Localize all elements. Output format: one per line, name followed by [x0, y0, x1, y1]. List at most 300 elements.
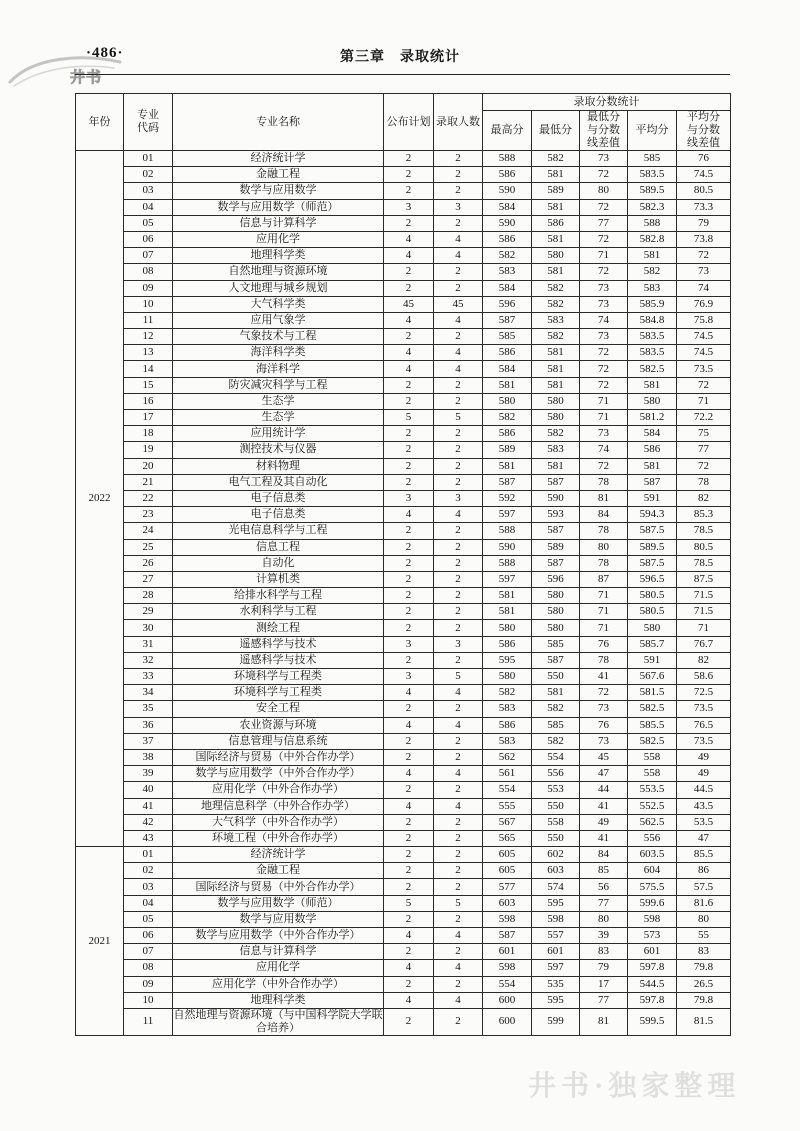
min-cell: 583	[532, 312, 580, 328]
plan-cell: 2	[384, 151, 434, 167]
avg-diff-cell: 73.5	[677, 701, 731, 717]
name-cell: 应用化学（中外合作办学）	[173, 976, 384, 992]
plan-cell: 2	[384, 652, 434, 668]
avg-diff-cell: 79.8	[677, 960, 731, 976]
admitted-cell: 2	[434, 393, 483, 409]
min-cell: 550	[532, 830, 580, 846]
min-diff-cell: 17	[580, 976, 628, 992]
min-cell: 580	[532, 393, 580, 409]
name-cell: 应用气象学	[173, 312, 384, 328]
code-cell: 01	[124, 847, 173, 863]
code-cell: 42	[124, 814, 173, 830]
name-cell: 气象技术与工程	[173, 329, 384, 345]
plan-cell: 2	[384, 863, 434, 879]
max-cell: 583	[483, 733, 532, 749]
avg-cell: 581.5	[628, 685, 677, 701]
table-row	[76, 879, 731, 895]
avg-cell: 553.5	[628, 782, 677, 798]
admitted-cell: 2	[434, 976, 483, 992]
header-row	[76, 94, 731, 111]
plan-cell: 2	[384, 215, 434, 231]
plan-cell: 2	[384, 458, 434, 474]
avg-cell: 552.5	[628, 798, 677, 814]
min-diff-cell: 72	[580, 458, 628, 474]
min-cell: 589	[532, 183, 580, 199]
avg-diff-cell: 76.7	[677, 636, 731, 652]
avg-cell: 585.7	[628, 636, 677, 652]
plan-cell: 2	[384, 264, 434, 280]
avg-diff-cell: 43.5	[677, 798, 731, 814]
name-cell: 应用化学（中外合作办学）	[173, 782, 384, 798]
avg-diff-cell: 71	[677, 393, 731, 409]
max-cell: 562	[483, 749, 532, 765]
min-cell: 603	[532, 863, 580, 879]
table-row	[76, 895, 731, 911]
max-cell: 581	[483, 604, 532, 620]
page-number: ·486·	[86, 45, 124, 61]
plan-cell: 4	[384, 361, 434, 377]
plan-cell: 5	[384, 410, 434, 426]
avg-cell: 562.5	[628, 814, 677, 830]
plan-cell: 2	[384, 620, 434, 636]
name-cell: 信息工程	[173, 539, 384, 555]
avg-cell: 582.5	[628, 361, 677, 377]
min-cell: 596	[532, 571, 580, 587]
avg-cell: 558	[628, 766, 677, 782]
max-cell: 584	[483, 280, 532, 296]
admitted-cell: 5	[434, 669, 483, 685]
name-cell: 金融工程	[173, 167, 384, 183]
min-cell: 554	[532, 749, 580, 765]
avg-cell: 556	[628, 830, 677, 846]
code-cell: 25	[124, 539, 173, 555]
max-cell: 595	[483, 652, 532, 668]
table-row	[76, 167, 731, 183]
avg-diff-cell: 71.5	[677, 604, 731, 620]
avg-diff-cell: 72	[677, 458, 731, 474]
table-row	[76, 620, 731, 636]
min-cell: 582	[532, 329, 580, 345]
name-cell: 电子信息类	[173, 507, 384, 523]
avg-cell: 599.6	[628, 895, 677, 911]
code-cell: 19	[124, 442, 173, 458]
max-cell: 581	[483, 588, 532, 604]
code-cell: 36	[124, 717, 173, 733]
code-cell: 04	[124, 199, 173, 215]
plan-cell: 4	[384, 248, 434, 264]
avg-diff-cell: 73	[677, 264, 731, 280]
avg-diff-cell: 83	[677, 944, 731, 960]
table-row	[76, 458, 731, 474]
min-diff-cell: 72	[580, 361, 628, 377]
max-cell: 590	[483, 539, 532, 555]
code-cell: 08	[124, 960, 173, 976]
admission-statistics-table	[75, 93, 731, 1036]
max-cell: 561	[483, 766, 532, 782]
table-row	[76, 280, 731, 296]
header-code-label: 专业代码	[136, 109, 159, 134]
max-cell: 554	[483, 976, 532, 992]
name-cell: 给排水科学与工程	[173, 588, 384, 604]
code-cell: 23	[124, 507, 173, 523]
code-cell: 17	[124, 410, 173, 426]
code-cell: 35	[124, 701, 173, 717]
max-cell: 597	[483, 571, 532, 587]
max-cell: 584	[483, 361, 532, 377]
avg-cell: 597.8	[628, 960, 677, 976]
min-diff-cell: 56	[580, 879, 628, 895]
table-header	[76, 94, 731, 151]
plan-cell: 4	[384, 798, 434, 814]
max-cell: 589	[483, 442, 532, 458]
table-row	[76, 749, 731, 765]
min-cell: 590	[532, 490, 580, 506]
min-cell: 595	[532, 992, 580, 1008]
admitted-cell: 2	[434, 167, 483, 183]
table-row	[76, 669, 731, 685]
code-cell: 09	[124, 976, 173, 992]
avg-cell: 582.5	[628, 701, 677, 717]
name-cell: 遥感科学与技术	[173, 636, 384, 652]
min-diff-cell: 47	[580, 766, 628, 782]
name-cell: 农业资源与环境	[173, 717, 384, 733]
max-cell: 581	[483, 377, 532, 393]
admitted-cell: 2	[434, 944, 483, 960]
plan-cell: 3	[384, 636, 434, 652]
code-cell: 24	[124, 523, 173, 539]
avg-cell: 583.5	[628, 329, 677, 345]
min-diff-cell: 78	[580, 555, 628, 571]
plan-cell: 4	[384, 685, 434, 701]
admitted-cell: 2	[434, 911, 483, 927]
plan-cell: 2	[384, 393, 434, 409]
code-cell: 05	[124, 911, 173, 927]
code-cell: 07	[124, 944, 173, 960]
max-cell: 583	[483, 701, 532, 717]
min-diff-cell: 72	[580, 377, 628, 393]
avg-diff-cell: 80	[677, 911, 731, 927]
admitted-cell: 2	[434, 555, 483, 571]
min-diff-cell: 85	[580, 863, 628, 879]
avg-cell: 580.5	[628, 604, 677, 620]
plan-cell: 2	[384, 604, 434, 620]
min-cell: 587	[532, 523, 580, 539]
table-row	[76, 652, 731, 668]
avg-diff-cell: 77	[677, 442, 731, 458]
min-cell: 582	[532, 280, 580, 296]
min-diff-cell: 71	[580, 620, 628, 636]
max-cell: 580	[483, 669, 532, 685]
code-cell: 11	[124, 312, 173, 328]
header-min-diff-label: 最低分与分数线差值	[586, 111, 620, 149]
max-cell: 586	[483, 167, 532, 183]
max-cell: 592	[483, 490, 532, 506]
table-row	[76, 555, 731, 571]
name-cell: 生态学	[173, 393, 384, 409]
min-diff-cell: 72	[580, 345, 628, 361]
header-year: 年份	[76, 94, 124, 151]
min-cell: 598	[532, 911, 580, 927]
min-diff-cell: 72	[580, 231, 628, 247]
avg-cell: 585	[628, 151, 677, 167]
avg-diff-cell: 55	[677, 928, 731, 944]
min-cell: 580	[532, 620, 580, 636]
min-diff-cell: 84	[580, 847, 628, 863]
code-cell: 43	[124, 830, 173, 846]
table-row	[76, 151, 731, 167]
admitted-cell: 2	[434, 458, 483, 474]
name-cell: 数学与应用数学（师范）	[173, 199, 384, 215]
header-admitted: 录取人数	[434, 94, 483, 151]
name-cell: 自然地理与资源环境	[173, 264, 384, 280]
code-cell: 03	[124, 879, 173, 895]
min-diff-cell: 72	[580, 199, 628, 215]
code-cell: 04	[124, 895, 173, 911]
admitted-cell: 4	[434, 507, 483, 523]
max-cell: 590	[483, 183, 532, 199]
table-row	[76, 215, 731, 231]
plan-cell: 4	[384, 766, 434, 782]
avg-cell: 581	[628, 377, 677, 393]
admitted-cell: 2	[434, 151, 483, 167]
table-row	[76, 571, 731, 587]
min-diff-cell: 71	[580, 604, 628, 620]
min-diff-cell: 73	[580, 329, 628, 345]
min-cell: 582	[532, 426, 580, 442]
table-body	[76, 151, 731, 1036]
min-cell: 583	[532, 442, 580, 458]
plan-cell: 4	[384, 507, 434, 523]
min-cell: 581	[532, 458, 580, 474]
min-cell: 595	[532, 895, 580, 911]
admitted-cell: 3	[434, 199, 483, 215]
max-cell: 603	[483, 895, 532, 911]
admitted-cell: 4	[434, 928, 483, 944]
plan-cell: 2	[384, 329, 434, 345]
code-cell: 31	[124, 636, 173, 652]
avg-cell: 582.3	[628, 199, 677, 215]
admitted-cell: 2	[434, 1008, 483, 1035]
admitted-cell: 4	[434, 766, 483, 782]
code-cell: 32	[124, 652, 173, 668]
min-cell: 581	[532, 377, 580, 393]
code-cell: 20	[124, 458, 173, 474]
avg-diff-cell: 73.3	[677, 199, 731, 215]
table-row	[76, 248, 731, 264]
year-cell: 2021	[76, 847, 124, 1036]
admitted-cell: 2	[434, 215, 483, 231]
min-diff-cell: 41	[580, 830, 628, 846]
chapter-title: 第三章 录取统计	[340, 50, 460, 65]
max-cell: 588	[483, 151, 532, 167]
table-row	[76, 782, 731, 798]
name-cell: 金融工程	[173, 863, 384, 879]
min-diff-cell: 81	[580, 1008, 628, 1035]
name-cell: 环境工程（中外合作办学）	[173, 830, 384, 846]
avg-diff-cell: 71.5	[677, 588, 731, 604]
min-cell: 587	[532, 474, 580, 490]
plan-cell: 2	[384, 749, 434, 765]
code-cell: 06	[124, 928, 173, 944]
avg-cell: 587	[628, 474, 677, 490]
avg-diff-cell: 81.6	[677, 895, 731, 911]
code-cell: 06	[124, 231, 173, 247]
avg-cell: 581.2	[628, 410, 677, 426]
code-cell: 07	[124, 248, 173, 264]
admitted-cell: 4	[434, 960, 483, 976]
admitted-cell: 2	[434, 474, 483, 490]
table-row	[76, 944, 731, 960]
table-row	[76, 426, 731, 442]
name-cell: 大气科学类	[173, 296, 384, 312]
admitted-cell: 2	[434, 782, 483, 798]
plan-cell: 4	[384, 960, 434, 976]
name-cell: 应用化学	[173, 960, 384, 976]
plan-cell: 2	[384, 167, 434, 183]
plan-cell: 2	[384, 782, 434, 798]
name-cell: 国际经济与贸易（中外合作办学）	[173, 749, 384, 765]
code-cell: 18	[124, 426, 173, 442]
avg-diff-cell: 86	[677, 863, 731, 879]
avg-cell: 584	[628, 426, 677, 442]
code-cell: 10	[124, 296, 173, 312]
code-cell: 05	[124, 215, 173, 231]
table-row	[76, 960, 731, 976]
table-row	[76, 231, 731, 247]
min-cell: 581	[532, 361, 580, 377]
max-cell: 588	[483, 523, 532, 539]
code-cell: 10	[124, 992, 173, 1008]
table-row	[76, 701, 731, 717]
min-cell: 581	[532, 685, 580, 701]
admitted-cell: 2	[434, 701, 483, 717]
code-cell: 09	[124, 280, 173, 296]
plan-cell: 2	[384, 280, 434, 296]
max-cell: 588	[483, 555, 532, 571]
plan-cell: 2	[384, 571, 434, 587]
avg-diff-cell: 72.5	[677, 685, 731, 701]
admitted-cell: 2	[434, 733, 483, 749]
min-cell: 558	[532, 814, 580, 830]
plan-cell: 3	[384, 199, 434, 215]
max-cell: 580	[483, 393, 532, 409]
table-row	[76, 523, 731, 539]
avg-cell: 581	[628, 458, 677, 474]
table-row	[76, 928, 731, 944]
table-row	[76, 442, 731, 458]
min-cell: 550	[532, 798, 580, 814]
name-cell: 光电信息科学与工程	[173, 523, 384, 539]
avg-diff-cell: 49	[677, 749, 731, 765]
watermark-text: 井书·独家整理	[528, 1071, 741, 1102]
min-diff-cell: 74	[580, 312, 628, 328]
min-diff-cell: 74	[580, 442, 628, 458]
avg-cell: 575.5	[628, 879, 677, 895]
avg-cell: 591	[628, 490, 677, 506]
code-cell: 08	[124, 264, 173, 280]
min-cell: 550	[532, 669, 580, 685]
max-cell: 567	[483, 814, 532, 830]
avg-diff-cell: 85.3	[677, 507, 731, 523]
name-cell: 环境科学与工程类	[173, 669, 384, 685]
admitted-cell: 2	[434, 571, 483, 587]
avg-cell: 581	[628, 248, 677, 264]
admitted-cell: 4	[434, 992, 483, 1008]
min-diff-cell: 78	[580, 474, 628, 490]
name-cell: 经济统计学	[173, 151, 384, 167]
admitted-cell: 4	[434, 312, 483, 328]
name-cell: 生态学	[173, 410, 384, 426]
plan-cell: 2	[384, 377, 434, 393]
table-row	[76, 393, 731, 409]
code-cell: 01	[124, 151, 173, 167]
min-diff-cell: 78	[580, 523, 628, 539]
code-cell: 37	[124, 733, 173, 749]
code-cell: 02	[124, 863, 173, 879]
min-diff-cell: 73	[580, 733, 628, 749]
table-row	[76, 329, 731, 345]
plan-cell: 3	[384, 669, 434, 685]
min-cell: 581	[532, 345, 580, 361]
min-diff-cell: 83	[580, 944, 628, 960]
table-row	[76, 717, 731, 733]
avg-cell: 558	[628, 749, 677, 765]
avg-diff-cell: 76.5	[677, 717, 731, 733]
avg-cell: 604	[628, 863, 677, 879]
avg-cell: 583	[628, 280, 677, 296]
header-code	[124, 94, 173, 151]
avg-diff-cell: 73.8	[677, 231, 731, 247]
plan-cell: 2	[384, 733, 434, 749]
table-row	[76, 377, 731, 393]
min-diff-cell: 80	[580, 539, 628, 555]
table-row	[76, 992, 731, 1008]
avg-cell: 582	[628, 264, 677, 280]
min-diff-cell: 77	[580, 895, 628, 911]
avg-diff-cell: 53.5	[677, 814, 731, 830]
plan-cell: 2	[384, 701, 434, 717]
admitted-cell: 5	[434, 410, 483, 426]
max-cell: 596	[483, 296, 532, 312]
admitted-cell: 2	[434, 588, 483, 604]
plan-cell: 2	[384, 814, 434, 830]
admitted-cell: 2	[434, 652, 483, 668]
table-row	[76, 474, 731, 490]
min-cell: 587	[532, 652, 580, 668]
name-cell: 遥感科学与技术	[173, 652, 384, 668]
table-row	[76, 636, 731, 652]
code-cell: 29	[124, 604, 173, 620]
min-cell: 580	[532, 604, 580, 620]
plan-cell: 4	[384, 345, 434, 361]
plan-cell: 2	[384, 944, 434, 960]
avg-diff-cell: 75	[677, 426, 731, 442]
max-cell: 605	[483, 847, 532, 863]
header-avg-diff	[677, 111, 731, 151]
table-row	[76, 766, 731, 782]
header-avg-diff-label: 平均分与分数线差值	[687, 111, 721, 149]
max-cell: 598	[483, 911, 532, 927]
admitted-cell: 4	[434, 798, 483, 814]
name-cell: 应用化学	[173, 231, 384, 247]
min-diff-cell: 49	[580, 814, 628, 830]
name-cell: 数学与应用数学	[173, 911, 384, 927]
max-cell: 582	[483, 685, 532, 701]
avg-diff-cell: 76	[677, 151, 731, 167]
avg-diff-cell: 82	[677, 490, 731, 506]
table-row	[76, 588, 731, 604]
avg-diff-cell: 76.9	[677, 296, 731, 312]
